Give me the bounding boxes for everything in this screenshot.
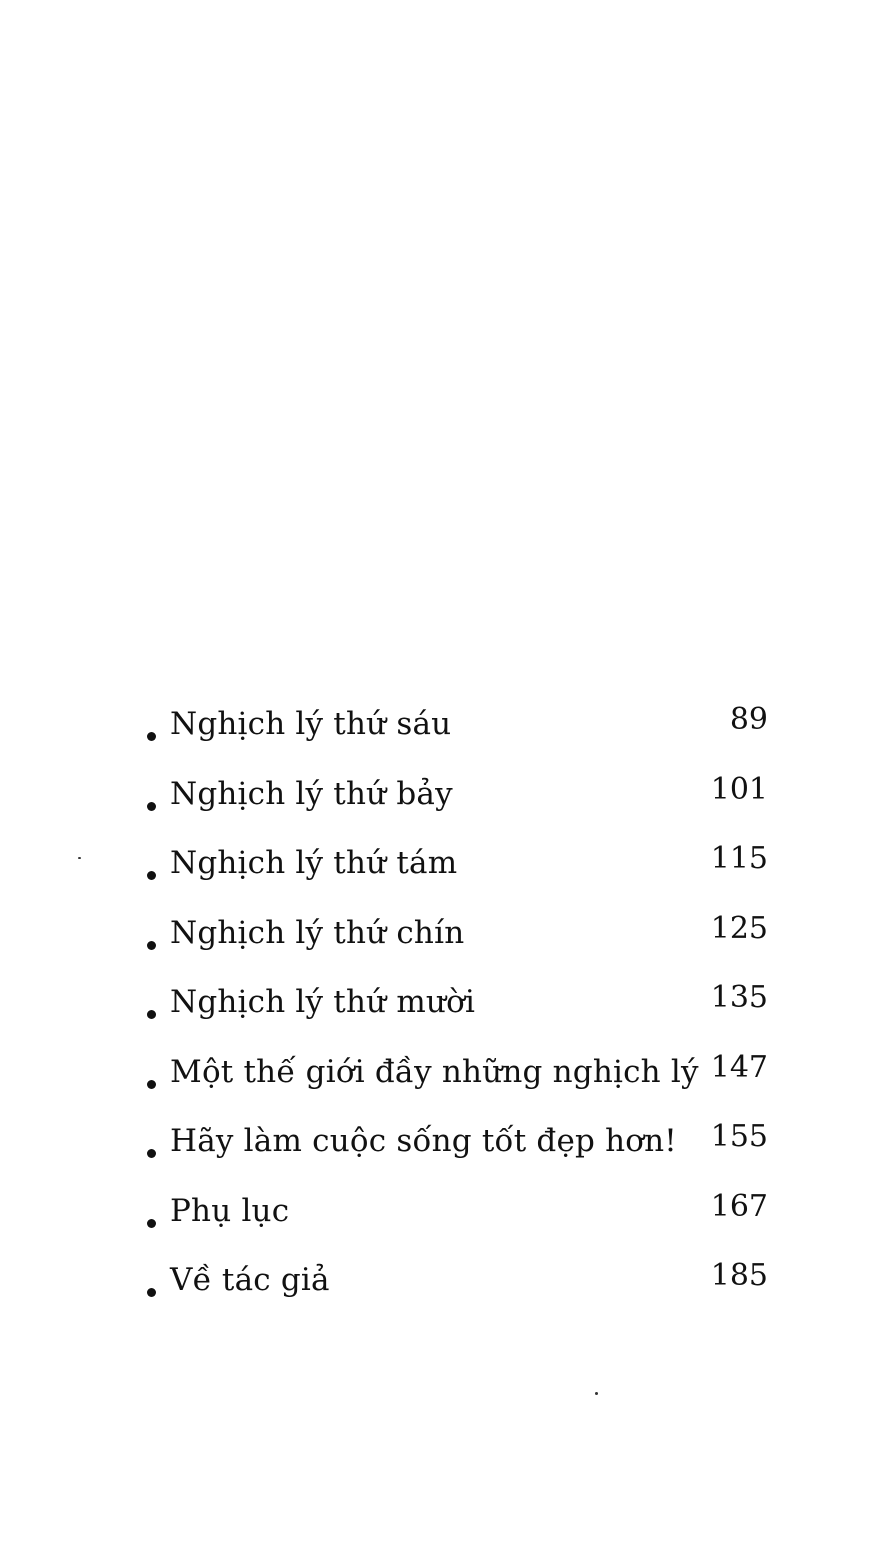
- toc-entry-page: 167: [710, 1188, 768, 1224]
- toc-entry-page: 115: [710, 841, 768, 876]
- bullet-icon: [147, 871, 156, 880]
- bullet-icon: [147, 1080, 156, 1089]
- toc-entry-title: Nghịch lý thứ tám: [170, 845, 458, 881]
- toc-entry: [142, 1121, 772, 1191]
- toc-entry: [142, 982, 772, 1052]
- toc-entry-title: Nghịch lý thứ sáu: [170, 706, 452, 742]
- toc-entry: [142, 1049, 772, 1122]
- toc-entry-page: 155: [710, 1119, 768, 1154]
- paper-speck: [78, 857, 81, 859]
- bullet-icon: [147, 1288, 156, 1297]
- toc-entry-page: 89: [729, 702, 768, 737]
- bullet-icon: [147, 732, 156, 741]
- toc-entry-title: Nghịch lý thứ mười: [170, 984, 476, 1020]
- toc-entry-page: 135: [710, 980, 768, 1015]
- paper-speck: [595, 1392, 598, 1395]
- toc-entry-title: Phụ lục: [170, 1192, 290, 1229]
- toc-entry-title: Nghịch lý thứ chín: [170, 914, 465, 951]
- toc-entry: [142, 910, 772, 983]
- toc-entry: [142, 704, 772, 774]
- toc-entry-page: 147: [710, 1049, 768, 1085]
- toc-entry: [142, 771, 772, 844]
- toc-entry-title: Nghịch lý thứ bảy: [170, 775, 453, 812]
- toc-entry: [142, 1188, 772, 1261]
- toc-entry-title: Về tác giả: [170, 1262, 330, 1298]
- toc-entry: [142, 843, 772, 913]
- toc-entry-page: 185: [710, 1258, 768, 1293]
- bullet-icon: [147, 1010, 156, 1019]
- toc-entry-page: 125: [710, 910, 768, 946]
- table-of-contents: [142, 704, 772, 1330]
- bullet-icon: [147, 1149, 156, 1158]
- toc-entry-page: 101: [710, 771, 768, 807]
- bullet-icon: [147, 941, 156, 950]
- toc-entry: [142, 1260, 772, 1330]
- toc-entry-title: Hãy làm cuộc sống tốt đẹp hơn!: [170, 1123, 677, 1159]
- bullet-icon: [147, 802, 156, 811]
- bullet-icon: [147, 1219, 156, 1228]
- toc-entry-title: Một thế giới đầy những nghịch lý: [170, 1053, 699, 1090]
